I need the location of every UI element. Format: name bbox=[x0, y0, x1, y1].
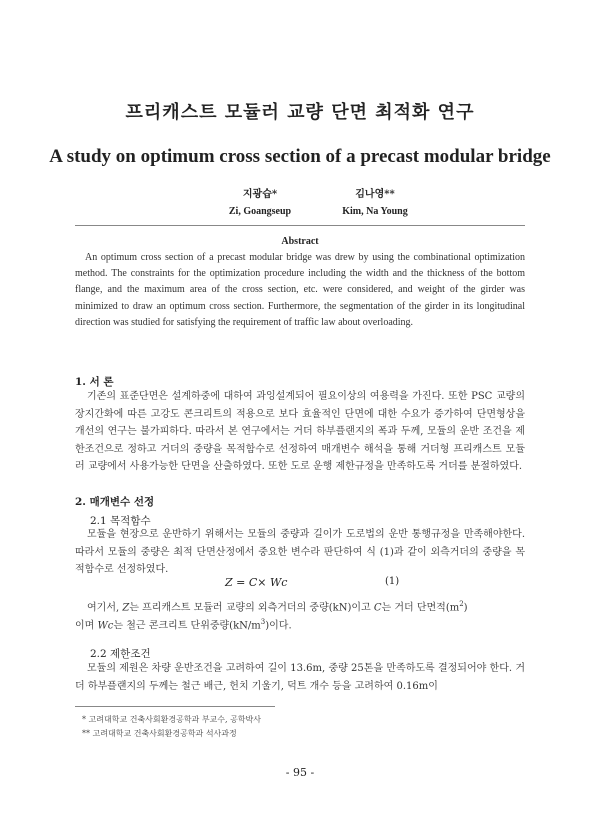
where-text: 는 거더 단면적(m bbox=[381, 602, 460, 614]
author-1-name-ko: 지광습* bbox=[242, 189, 278, 200]
where-text: ) bbox=[463, 602, 468, 614]
where-text: 는 프리캐스트 모듈러 교량의 외측거더의 중량(kN)이고 bbox=[129, 602, 374, 614]
constraint-heading: 2.2 제한조건 bbox=[90, 648, 151, 660]
equation-body: Z = C× Wc bbox=[225, 576, 288, 589]
equation-number: (1) bbox=[385, 576, 400, 587]
korean-title: 프리캐스트 모듈러 교량 단면 최적화 연구 bbox=[125, 102, 475, 123]
superscript: 2 bbox=[459, 600, 464, 608]
var-wc: Wc bbox=[97, 620, 114, 632]
params-heading: 2. 매개변수 선정 bbox=[75, 496, 155, 508]
footnote-divider bbox=[75, 706, 275, 707]
english-title: A study on optimum cross section of a precast modular bridge bbox=[49, 146, 551, 167]
where-line-2 bbox=[75, 614, 525, 635]
where-text: 는 철근 콘크리트 단위중량(kN/m bbox=[113, 620, 261, 632]
abstract-heading: Abstract bbox=[281, 236, 319, 247]
constraint-paragraph: 모듈의 제원은 차량 운반조건을 고려하여 길이 13.6m, 중량 25톤을 만족하도록 결정되어야 한다. 거더 하부플랜지의 두께는 철근 배근, 헌치 기울기, 덕트 개수 등을 고려하여 0.16m이 bbox=[75, 663, 525, 692]
objective-heading: 2.1 목적함수 bbox=[90, 515, 151, 527]
var-z: Z bbox=[122, 602, 130, 614]
objective-paragraph: 모듈을 현장으로 운반하기 위해서는 모듈의 중량과 길이가 도로법의 운반 통행규정을 만족해야한다. 따라서 모듈의 중량은 최적 단면산정에서 중요한 변수라 판단하여 식 (1)과 같이 외측거더의 중량을 목적함수로 선정하였다. bbox=[75, 529, 525, 576]
footnote-1: * 고려대학교 건축사회환경공학과 부교수, 공학박사 bbox=[82, 715, 262, 724]
author-2-name-ko: 김나영** bbox=[355, 189, 395, 200]
superscript: 3 bbox=[260, 618, 266, 626]
where-text: 이며 bbox=[75, 620, 98, 632]
author-1 bbox=[210, 186, 310, 220]
author-2 bbox=[320, 186, 430, 220]
intro-heading: 1. 서 론 bbox=[75, 376, 114, 388]
footnote-2: ** 고려대학교 건축사회환경공학과 석사과정 bbox=[82, 729, 237, 738]
abstract-text: An optimum cross section of a precast modular bridge was drew by using the combinational optimization method. The constraints for the optimization procedure including the width and the thickness of the bottom flange, and the maximum area of the cross section, etc. were considered, and weight of the girder was minimized to draw an optimum cross section. Furthermore, the segmentation of the girder in its longitudinal direction was studied for satisfying the requirement of traffic law about overloading. bbox=[75, 252, 525, 328]
where-text: 여기서, bbox=[87, 602, 123, 614]
intro-paragraph: 기존의 표준단면은 설계하중에 대하여 과잉설계되어 필요이상의 여용력을 가진다. 또한 PSC 교량의 장지간화에 따른 고강도 콘크리트의 적용으로 보다 효율적인 단면에 대한 수요가 증가하여 단면형상을 개선의 연구는 불가피하다. 따라서 본 연구에서는 거더 하부플랜지의 폭과 두께, 모듈의 운반 조건을 제한조건으로 정하고 거더의 중량을 목적함수로 선정하여 매개변수 해석을 통해 거더형 프리캐스트 모듈러 교량에서 사용가능한 단면을 산출하였다. 또한 도로 운행 제한규정을 만족하도록 거더를 분절하였다. bbox=[75, 391, 525, 473]
author-2-name-en: Kim, Na Young bbox=[342, 206, 408, 217]
var-c: C bbox=[373, 602, 382, 614]
author-1-name-en: Zi, Goangseup bbox=[228, 206, 292, 217]
where-text: )이다. bbox=[265, 620, 292, 632]
equation-1 bbox=[75, 576, 525, 594]
page-number: - 95 - bbox=[285, 766, 315, 779]
header-divider bbox=[75, 225, 525, 226]
